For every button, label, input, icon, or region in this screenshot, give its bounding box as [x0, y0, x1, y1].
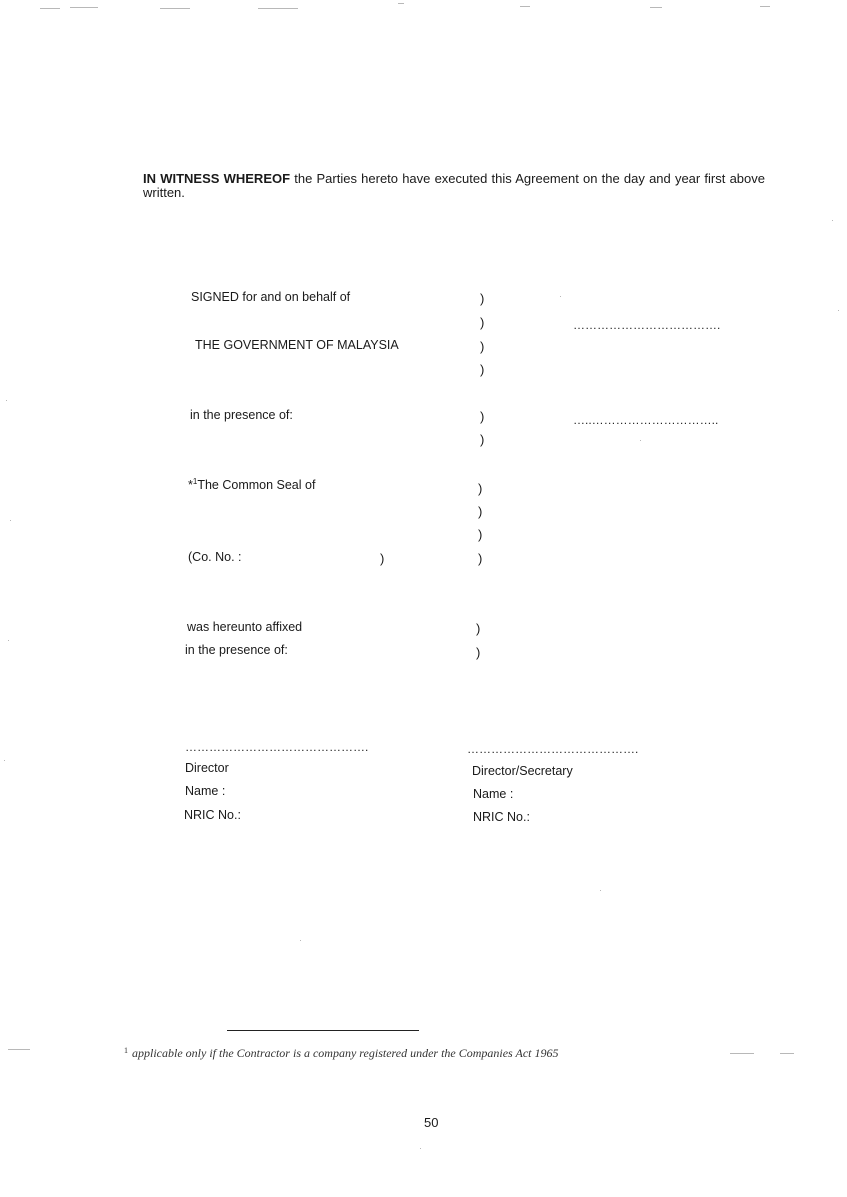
- seal-presence-label: in the presence of:: [185, 643, 288, 657]
- witness-clause-lead: IN WITNESS WHEREOF: [143, 171, 291, 186]
- bracket: ): [480, 315, 485, 330]
- witness-clause-text: the Parties hereto have executed this Agreement on the day and year first above written.: [143, 171, 765, 200]
- government-witness-line: …..…………………………..: [573, 413, 719, 427]
- company-number-label: (Co. No. :: [188, 550, 242, 564]
- bracket: ): [476, 645, 481, 660]
- bracket: ): [476, 621, 481, 636]
- witness-clause: [143, 172, 765, 200]
- bracket: ): [478, 481, 483, 496]
- director-nric-label: NRIC No.:: [184, 808, 241, 822]
- secretary-name-label: Name :: [473, 787, 514, 801]
- government-name: THE GOVERNMENT OF MALAYSIA: [195, 338, 399, 352]
- government-presence-label: in the presence of:: [190, 408, 293, 422]
- footnote-text: applicable only if the Contractor is a company registered under the Companies Act 1965: [132, 1046, 559, 1060]
- page-number: 50: [424, 1115, 439, 1130]
- footnote: [124, 1046, 559, 1061]
- secretary-title: Director/Secretary: [472, 764, 573, 778]
- bracket: ): [480, 291, 485, 306]
- footnote-mark: 1: [124, 1046, 128, 1055]
- bracket: ): [480, 362, 485, 377]
- bracket: ): [480, 339, 485, 354]
- secretary-signature-line: …………………………………….: [467, 742, 639, 756]
- bracket: ): [478, 504, 483, 519]
- footnote-divider: [227, 1030, 419, 1031]
- bracket: ): [480, 432, 485, 447]
- bracket: ): [480, 409, 485, 424]
- director-signature-line: ……………………………………….: [185, 740, 369, 754]
- secretary-nric-label: NRIC No.:: [473, 810, 530, 824]
- bracket: ): [478, 527, 483, 542]
- affixed-label: was hereunto affixed: [187, 620, 303, 634]
- director-name-label: Name :: [185, 784, 226, 798]
- company-number-close: ): [380, 551, 385, 566]
- director-title: Director: [185, 761, 229, 775]
- common-seal-text: The Common Seal of: [197, 478, 316, 492]
- footnote-reference: 1: [192, 477, 198, 486]
- signed-for-behalf-label: SIGNED for and on behalf of: [191, 290, 351, 304]
- asterisk-mark: *: [188, 478, 193, 492]
- bracket: ): [478, 551, 483, 566]
- government-signature-line: ……………………………….: [573, 318, 721, 332]
- common-seal-label: [188, 478, 315, 492]
